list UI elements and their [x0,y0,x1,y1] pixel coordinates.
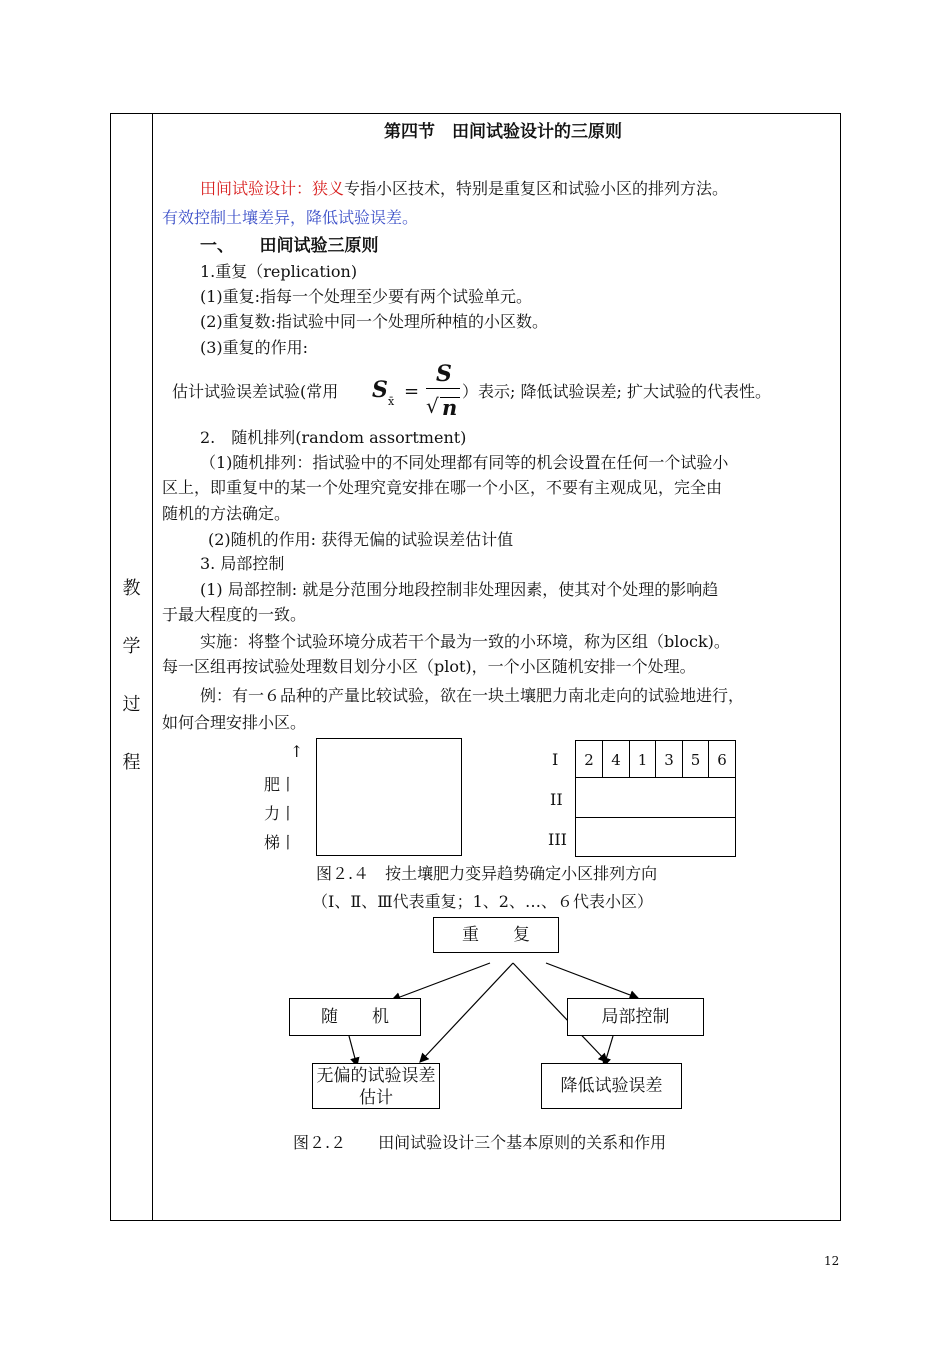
formula-denominator: n [442,395,458,420]
formula-subscript: x̄ [388,395,395,408]
replication-item-2: (2)重复数:指试验中同一个处理所种植的小区数。 [200,312,549,331]
intro-line-2: 有效控制土壤差异，降低试验误差。 [162,208,419,227]
figure-caption: （Ⅰ、Ⅱ、Ⅲ代表重复；1、2、…、６代表小区） [312,892,653,911]
side-label-char: 过 [122,694,141,715]
intro-term: 田间试验设计： [200,179,313,198]
side-label-char: 教 [122,578,141,599]
random-p2: (2)随机的作用: 获得无偏的试验误差估计值 [208,530,514,549]
random-title: 2. 随机排列(random assortment) [200,428,467,447]
local-p1: (1) 局部控制: 就是分范围分地段控制非处理因素，使其对个处理的影响趋 [200,580,719,599]
sqrt-icon: √ [426,394,439,418]
local-p1: 于最大程度的一致。 [162,605,307,624]
figure-caption: 图２.４ 按土壤肥力变异趋势确定小区排列方向 [316,864,658,883]
random-p1: （1)随机排列：指试验中的不同处理都有同等的机会设置在任何一个试验小 [200,453,729,472]
figure-caption: 图２.２ 田间试验设计三个基本原则的关系和作用 [293,1133,667,1152]
local-p3: 如何合理安排小区。 [162,713,307,732]
formula-prefix: 估计试验误差试验(常用 [172,382,339,401]
intro-rest: 专指小区技术，特别是重复区和试验小区的排列方法。 [344,179,729,198]
block-label: III [548,830,567,849]
plot-cell: 3 [655,740,683,778]
diagram-unbiased-estimate: 无偏的试验误差估计 [312,1063,440,1109]
formula-s: S [372,377,388,403]
section-title: 第四节 田间试验设计的三原则 [384,122,622,142]
plot-cell: 6 [708,740,736,778]
local-p3: 例：有一６品种的产量比较试验，欲在一块土壤肥力南北走向的试验地进行， [200,686,745,705]
random-p1: 区上，即重复中的某一个处理究竟安排在哪一个小区，不要有主观成见，完全由 [162,478,723,497]
local-title: 3. 局部控制 [200,554,285,573]
plot-cell: 5 [682,740,709,778]
diagram-random: 随 机 [289,998,421,1036]
formula-equals: = [404,381,420,402]
plot-cell: 2 [575,740,603,778]
plot-cell: 1 [629,740,656,778]
local-p2: 实施：将整个试验环境分成若干个最为一致的小环境，称为区组（block)。 [200,632,730,651]
replication-item-1: (1)重复:指每一个处理至少要有两个试验单元。 [200,287,533,306]
heading-principles: 一、 田间试验三原则 [200,236,379,256]
replication-item-3: (3)重复的作用: [200,338,309,357]
formula-numerator: S [436,361,452,387]
formula-suffix: ）表示; 降低试验误差; 扩大试验的代表性。 [462,382,771,401]
random-p1: 随机的方法确定。 [162,504,291,523]
block-label: I [552,750,559,769]
up-arrow-icon: ↑ [290,742,304,761]
block-label: II [550,790,563,809]
replication-title: 1.重复（replication) [200,262,358,281]
gradient-label: 肥丨 [264,775,297,794]
diagram-replication: 重 复 [433,917,559,953]
page-number: 12 [824,1254,840,1268]
diagram-reduce-error: 降低试验误差 [541,1063,682,1109]
intro-narrow: 狭义 [312,179,345,198]
local-p2: 每一区组再按试验处理数目划分小区（plot)，一个小区随机安排一个处理。 [162,657,696,676]
diagram-local-control: 局部控制 [567,998,704,1036]
side-label-char: 学 [122,636,141,657]
side-label-char: 程 [122,752,141,773]
plot-cell: 4 [602,740,630,778]
gradient-label: 力丨 [264,804,297,823]
gradient-label: 梯丨 [264,833,297,852]
